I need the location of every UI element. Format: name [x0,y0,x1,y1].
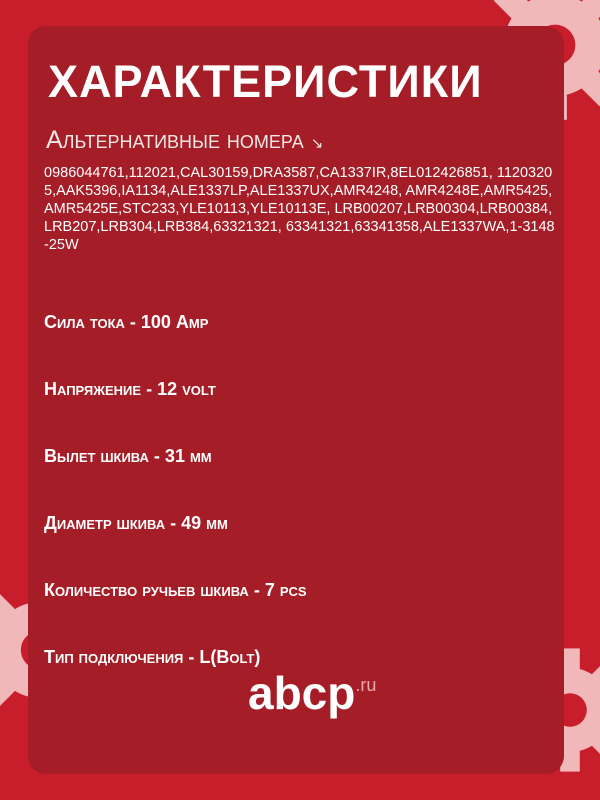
alternative-numbers-heading-text: Альтернативные номера [46,126,304,154]
logo-name: abcp [248,667,356,719]
arrow-down-right-icon: ↘ [310,135,324,152]
spec-voltage: Напряжение - 12 volt [44,379,216,399]
logo-domain: .ru [355,675,377,695]
page-title: ХАРАКТЕРИСТИКИ [48,56,483,107]
abcp-logo [248,666,376,720]
spec-pulley-offset: Вылет шкива - 31 мм [44,446,212,466]
spec-current: Сила тока - 100 Amp [44,312,209,332]
alternative-numbers-list: 0986044761,112021,CAL30159,DRA3587,CA1337IR,8EL012426851, 11203205,AAK5396,IA1134,ALE1337LP,ALE1337UX,AMR4248, AMR4248E,AMR5425,AMR5425E,STC233,YLE10113,YLE10113E, LRB00207,LRB00304,LRB00384,LRB207,LRB304,LRB384,63321321, 63341321,63341358,ALE1337WA,1-3148-25W [44,165,555,253]
alternative-numbers-heading [46,126,323,155]
spec-connection-type: Тип подключения - L(Bolt) [44,647,261,667]
spec-card [28,26,564,774]
spec-pulley-grooves: Количество ручьев шкива - 7 pcs [44,580,307,600]
spec-pulley-diameter: Диаметр шкива - 49 мм [44,513,228,533]
